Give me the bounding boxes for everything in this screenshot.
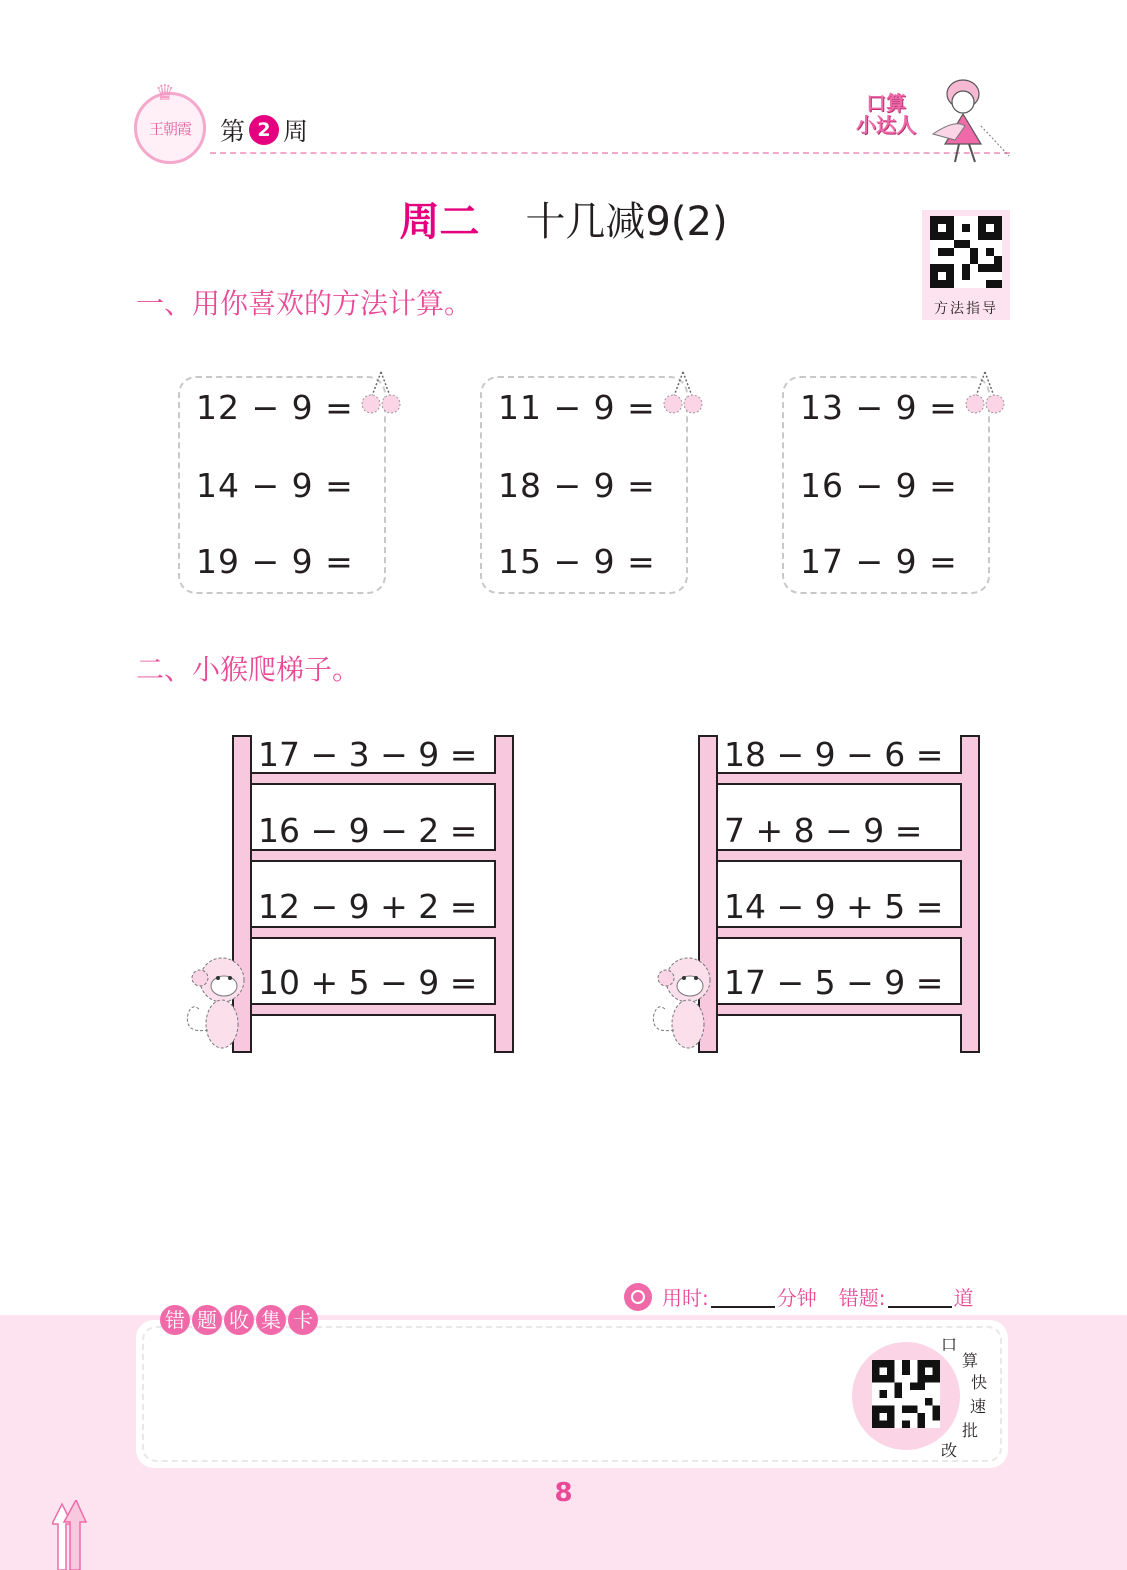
card-label-char: 错	[160, 1305, 190, 1335]
quick-check-char: 批	[962, 1421, 979, 1440]
ladder-equation: 10 + 5 − 9 =	[258, 963, 478, 1002]
ladder-rail	[494, 735, 514, 1053]
series-brand	[850, 92, 922, 136]
quick-check-char: 算	[962, 1351, 979, 1370]
card-label-char: 收	[224, 1305, 254, 1335]
errors-label: 错题:	[838, 1286, 886, 1310]
ladder-equation: 18 − 9 − 6 =	[724, 735, 944, 774]
stopwatch-icon	[624, 1283, 652, 1311]
qr-code-icon	[872, 1360, 940, 1428]
ladder-equation: 17 − 5 − 9 =	[724, 963, 944, 1002]
week-suffix: 周	[283, 117, 309, 146]
week-label	[220, 112, 308, 148]
arrow-up-icon	[52, 1500, 92, 1570]
time-unit: 分钟	[776, 1286, 817, 1310]
exercise-box-2	[480, 376, 688, 594]
quick-check-qr[interactable]	[852, 1342, 960, 1450]
monkey-icon	[178, 954, 258, 1054]
week-number-badge: 2	[249, 115, 279, 145]
equation: 19 − 9 =	[196, 542, 354, 581]
crown-icon: ♛	[155, 81, 175, 106]
quick-check-char: 改	[941, 1441, 958, 1460]
errors-blank[interactable]	[888, 1286, 952, 1308]
time-and-errors-record	[624, 1282, 974, 1311]
equation: 12 − 9 =	[196, 388, 354, 427]
errors-unit: 道	[953, 1286, 974, 1310]
time-blank[interactable]	[711, 1286, 775, 1308]
cherry-icon	[662, 368, 704, 418]
ladder-rung	[252, 849, 496, 862]
equation: 16 − 9 =	[800, 466, 958, 505]
equation: 13 − 9 =	[800, 388, 958, 427]
exercise-box-3	[782, 376, 990, 594]
ladder-rung	[718, 849, 962, 862]
ladder-rung	[718, 1003, 962, 1016]
girl-mascot-icon	[925, 74, 1015, 166]
ladder-rung	[252, 926, 496, 939]
logo-text: 王朝霞	[148, 119, 191, 138]
exercise-box-1	[178, 376, 386, 594]
time-label: 用时:	[662, 1286, 709, 1310]
ladder-2	[698, 735, 988, 1055]
monkey-icon	[644, 954, 724, 1054]
quick-check-char: 快	[971, 1373, 988, 1392]
section-2-heading: 二、小猴爬梯子。	[136, 653, 361, 686]
header-divider	[210, 152, 1010, 154]
equation: 18 − 9 =	[498, 466, 656, 505]
ladder-equation: 17 − 3 − 9 =	[258, 735, 478, 774]
equation: 15 − 9 =	[498, 542, 656, 581]
ladder-equation: 12 − 9 + 2 =	[258, 887, 478, 926]
week-prefix: 第	[220, 117, 246, 146]
section-1-heading: 一、用你喜欢的方法计算。	[136, 287, 473, 320]
ladder-equation: 16 − 9 − 2 =	[258, 811, 478, 850]
quick-check-char: 速	[970, 1397, 987, 1416]
equation: 17 − 9 =	[800, 542, 958, 581]
ladder-equation: 7 + 8 − 9 =	[724, 811, 923, 850]
publisher-logo	[134, 81, 206, 164]
method-guide-qr[interactable]	[922, 210, 1010, 320]
cherry-icon	[360, 368, 402, 418]
brand-line-2: 小达人	[856, 113, 916, 137]
ladder-rung	[718, 926, 962, 939]
card-label-char: 集	[256, 1305, 286, 1335]
qr-code-icon	[930, 216, 1002, 288]
card-label-char: 卡	[288, 1305, 318, 1335]
qr-caption: 方法指导	[934, 301, 998, 317]
cherry-icon	[964, 368, 1006, 418]
card-label	[160, 1305, 318, 1335]
equation: 11 − 9 =	[498, 388, 656, 427]
quick-check-char: 口	[941, 1335, 958, 1354]
page-number: 8	[554, 1478, 573, 1508]
ladder-1	[232, 735, 522, 1055]
title-day: 周二	[399, 199, 480, 245]
equation: 14 − 9 =	[196, 466, 354, 505]
title-topic: 十几减9(2)	[525, 199, 728, 245]
ladder-rail	[960, 735, 980, 1053]
ladder-equation: 14 − 9 + 5 =	[724, 887, 944, 926]
ladder-rung	[252, 1003, 496, 1016]
brand-line-1: 口算	[866, 91, 906, 115]
card-label-char: 题	[192, 1305, 222, 1335]
